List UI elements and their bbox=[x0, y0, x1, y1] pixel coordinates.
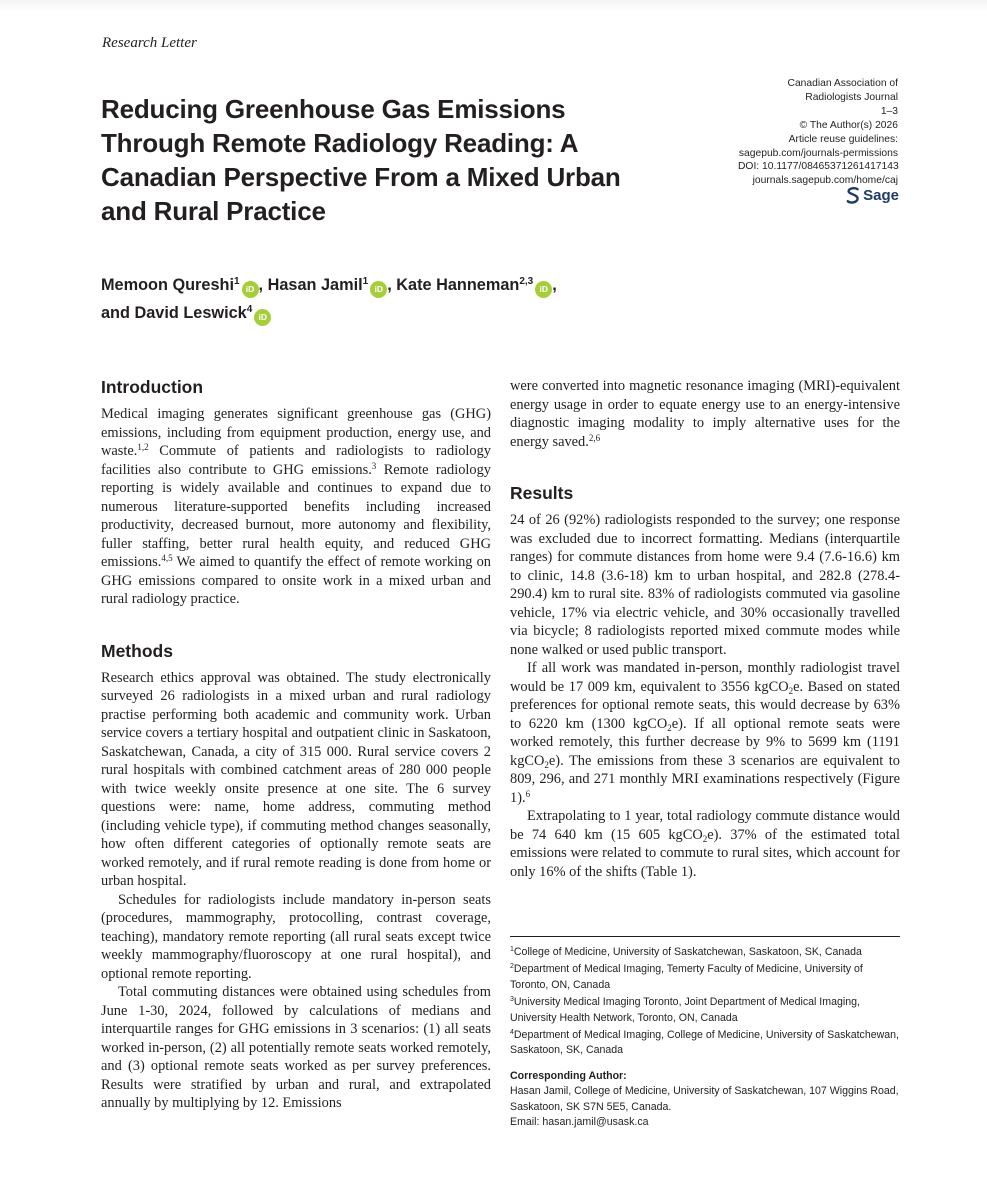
results-paragraph bbox=[510, 807, 900, 881]
citation-ref: 6 bbox=[525, 788, 531, 799]
author-name: Memoon Qureshi bbox=[101, 276, 234, 294]
results-text: e. Based on stated preferences for optional remote seats, this would decrease by 63% to 6220 km (1300 kgCO bbox=[510, 678, 900, 732]
sage-s-logo-icon bbox=[846, 187, 860, 204]
corresponding-author-heading: Corresponding Author: bbox=[510, 1069, 627, 1082]
results-text: If all work was mandated in-person, monthly radiologist travel would be 17 009 km, equivalent to 3556 kgCO bbox=[510, 660, 900, 695]
reuse-link[interactable]: sagepub.com/journals-permissions bbox=[738, 147, 898, 159]
reuse-label: Article reuse guidelines: bbox=[788, 133, 898, 145]
author-affiliation: 1 bbox=[233, 276, 240, 287]
citation-ref: 1,2 bbox=[137, 442, 149, 452]
results-paragraph: 24 of 26 (92%) radiologists responded to the survey; one response was excluded due to incorrect formatting. Medians (interquartile ranges) for commute distances from home were 9.4 (7.6-16.6) km to clinic, 14.8 (3.6-18) km to urban hospital, and 282.8 (278.4-290.4) km to rural site. 83% of radiologists commuted via gasoline vehicle, 17% via electric vehicle, and 30% occasionally travelled via bicycle; 8 radiologists reported mixed commute modes while none walked or used public transport. bbox=[510, 512, 900, 658]
results-heading: Results bbox=[510, 483, 574, 503]
affiliation-text: Department of Medical Imaging, Temerty Faculty of Medicine, University of Toronto, ON, Canada bbox=[510, 963, 863, 991]
affiliation-number: 3 bbox=[510, 996, 514, 1004]
affiliation-text: Department of Medical Imaging, College of Medicine, University of Saskatchewan, Saskatoon, SK, Canada bbox=[510, 1029, 899, 1057]
affiliation-number: 4 bbox=[510, 1029, 514, 1037]
results-text: e). If all optional remote seats were worked remotely, this further decrease by 9% to 5699 km (1191 kgCO bbox=[510, 715, 900, 769]
methods-paragraph: Total commuting distances were obtained using schedules from June 1-30, 2024, followed by calculations of medians and interquartile ranges for GHG emissions in 3 scenarios: (1) all seats worked in-person, (2) all potentially remote seats worked remotely, and (3) optional remote seats worked as per survey preferences. Results were stratified by urban and rural, and extrapolated annually by multiplying by 12. Emissions bbox=[101, 984, 491, 1111]
results-text: e). The emissions from these 3 scenarios are equivalent to 809, 296, and 271 monthly MRI examinations respectively (Figure 1). bbox=[510, 752, 900, 806]
affiliation-note bbox=[510, 962, 902, 993]
orcid-icon[interactable]: iD bbox=[242, 281, 259, 298]
right-column bbox=[510, 377, 900, 881]
journal-name-line2: Radiologists Journal bbox=[805, 91, 898, 103]
doi-link[interactable]: DOI: 10.1177/08465371261417143 bbox=[738, 161, 899, 173]
affiliation-note bbox=[510, 945, 902, 960]
article-title: Reducing Greenhouse Gas Emissions Through Remote Radiology Reading: A Canadian Perspective From a Mixed Urban and Rural Practice bbox=[101, 94, 621, 226]
methods-text: were converted into magnetic resonance imaging (MRI)-equivalent energy usage in order to equate energy use to an energy-intensive diagnostic imaging modality to imply alternative uses for the energy saved. bbox=[510, 378, 900, 450]
author-list: Memoon Qureshi$^1$iD , Hasan Jamil$^1$iD , Kate Hanneman$^{2,3}$iD , and David Leswick$^4$iD bbox=[101, 270, 661, 326]
intro-text: We aimed to quantify the effect of remote working on GHG emissions compared to onsite work in a mixed urban and rural radiology practice. bbox=[101, 554, 491, 607]
page-top-edge bbox=[0, 0, 987, 12]
intro-text: Remote radiology reporting is widely available and continues to expand due to numerous literature-supported benefits including increased productivity, decreased burnout, more autonomy and flexibility, fuller staffing, better rural health equity, and reduced GHG emissions. bbox=[101, 461, 492, 570]
copyright-line: © The Author(s) 2026 bbox=[799, 119, 898, 131]
subscript: 2 bbox=[667, 722, 672, 733]
author-name: Kate Hanneman bbox=[396, 276, 520, 294]
results-text: e). 37% of the estimated total emissions were related to commute to rural sites, which account for only 16% of the shifts (Table 1). bbox=[510, 826, 901, 880]
page-range: 1–3 bbox=[880, 105, 898, 117]
publisher-name: Sage bbox=[863, 187, 899, 204]
author-affiliation: 1 bbox=[362, 276, 369, 287]
affiliation-number: 1 bbox=[510, 946, 514, 953]
article-type-label: Research Letter bbox=[102, 35, 197, 51]
affiliation-text: University Medical Imaging Toronto, Joint Department of Medical Imaging, University Health Network, Toronto, ON, Canada bbox=[510, 996, 860, 1024]
results-paragraph bbox=[510, 659, 900, 807]
introduction-heading: Introduction bbox=[101, 377, 204, 397]
affiliation-text: College of Medicine, University of Saskatchewan, Saskatoon, SK, Canada bbox=[513, 946, 862, 958]
orcid-icon[interactable]: iD bbox=[254, 309, 271, 326]
author-name: David Leswick bbox=[134, 304, 247, 322]
methods-paragraph: Research ethics approval was obtained. The study electronically surveyed 26 radiologists in a mixed urban and rural radiology practise performing both academic and community work. Urban service covers a tertiary hospital and outpatient clinic in Saskatoon, Saskatchewan, Canada, a city of 315 000. Rural service covers 2 rural hospitals with combined catchment areas of 280 000 people with twice weekly onsite presence at one site. The 6 survey questions were: name, home address, commuting method (including vehicle type), if commuting method changes seasonally, how often different categories of optionally remote seats are worked remotely, and if rural remote reading is done from home or urban hospital. bbox=[101, 669, 491, 889]
citation-ref: 2,6 bbox=[588, 432, 601, 443]
footnotes bbox=[510, 945, 902, 1130]
footnote-divider bbox=[510, 936, 900, 937]
methods-paragraph: Schedules for radiologists include mandatory in-person seats (procedures, mammography, protocolling, contrast coverage, teaching), mandatory remote reporting (all rural seats except twice weekly mammography/fluoroscopy at one rural hospital), and optional remote reporting. bbox=[101, 891, 491, 982]
affiliation-note bbox=[510, 1028, 902, 1059]
methods-paragraph-continued bbox=[510, 377, 900, 451]
author-affiliation: 2,3 bbox=[519, 276, 534, 287]
citation-ref: 3 bbox=[371, 460, 377, 471]
publisher-logo bbox=[846, 187, 899, 204]
citation-ref: 4,5 bbox=[161, 553, 173, 563]
left-column bbox=[101, 377, 491, 1113]
corresponding-author-email[interactable]: Email: hasan.jamil@usask.ca bbox=[510, 1116, 649, 1129]
results-text: Extrapolating to 1 year, total radiology commute distance would be 74 640 km (15 605 kgCO bbox=[510, 808, 900, 843]
subscript: 2 bbox=[544, 759, 549, 770]
author-name: Hasan Jamil bbox=[267, 276, 363, 294]
journal-metadata bbox=[738, 77, 898, 188]
intro-text: Medical imaging generates significant greenhouse gas (GHG) emissions, including from equipment production, energy use, and waste. bbox=[101, 406, 491, 459]
orcid-icon[interactable]: iD bbox=[535, 281, 552, 298]
corresponding-author-address: Hasan Jamil, College of Medicine, University of Saskatchewan, 107 Wiggins Road, Saskatoon, SK S7N 5E5, Canada. bbox=[510, 1085, 899, 1113]
author-affiliation: 4 bbox=[246, 304, 253, 315]
affiliation-note bbox=[510, 995, 902, 1026]
journal-name-line1: Canadian Association of bbox=[787, 78, 898, 89]
introduction-paragraph bbox=[101, 405, 491, 609]
affiliation-number: 2 bbox=[510, 963, 514, 971]
subscript: 2 bbox=[702, 833, 708, 844]
author-connector: and bbox=[101, 304, 130, 322]
orcid-icon[interactable]: iD bbox=[370, 281, 387, 298]
subscript: 2 bbox=[788, 685, 794, 696]
intro-text: Commute of patients and radiologists to radiology facilities also contribute to GHG emissions. bbox=[101, 443, 491, 478]
methods-heading: Methods bbox=[101, 640, 173, 661]
journal-link[interactable]: journals.sagepub.com/home/caj bbox=[752, 175, 898, 187]
